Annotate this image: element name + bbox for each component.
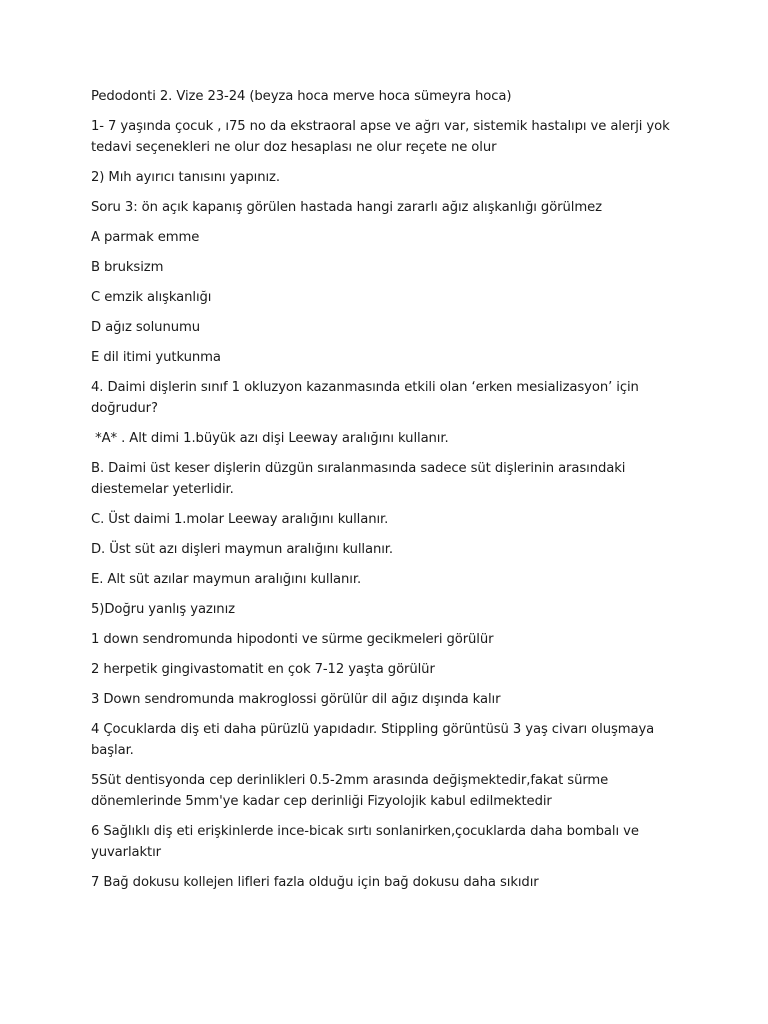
question-5-item-4: 4 Çocuklarda diş eti daha pürüzlü yapıdadır. Stippling görüntüsü 3 yaş civarı oluşmaya başlar. <box>91 722 655 758</box>
question-3-option-d: D ağız solunumu <box>91 320 200 335</box>
question-5-item-7: 7 Bağ dokusu kollejen lifleri fazla olduğu için bağ dokusu daha sıkıdır <box>91 875 539 890</box>
document-body <box>91 86 676 902</box>
question-3-option-a: A parmak emme <box>91 230 200 245</box>
question-5-item-5: 5Süt dentisyonda cep derinlikleri 0.5-2mm arasında değişmektedir,fakat sürme dönemlerinde 5mm'ye kadar cep derinliği Fizyolojik kabul edilmektedir <box>91 773 609 809</box>
question-2: 2) Mıh ayırıcı tanısını yapınız. <box>91 170 280 185</box>
question-4-option-c: C. Üst daimi 1.molar Leeway aralığını kullanır. <box>91 512 389 527</box>
question-5-item-1: 1 down sendromunda hipodonti ve sürme gecikmeleri görülür <box>91 632 494 647</box>
question-5-item-2: 2 herpetik gingivastomatit en çok 7-12 yaşta görülür <box>91 662 435 677</box>
question-4-option-d: D. Üst süt azı dişleri maymun aralığını kullanır. <box>91 542 394 557</box>
question-5-item-6: 6 Sağlıklı diş eti erişkinlerde ince-bicak sırtı sonlanirken,çocuklarda daha bombalı ve yuvarlaktır <box>91 824 639 860</box>
question-5-item-3: 3 Down sendromunda makroglossi görülür dil ağız dışında kalır <box>91 692 501 707</box>
question-5: 5)Doğru yanlış yazınız <box>91 602 235 617</box>
question-3: Soru 3: ön açık kapanış görülen hastada hangi zararlı ağız alışkanlığı görülmez <box>91 200 602 215</box>
question-3-option-e: E dil itimi yutkunma <box>91 350 221 365</box>
question-1: 1- 7 yaşında çocuk , ı75 no da ekstraoral apse ve ağrı var, sistemik hastalıpı ve alerji yok tedavi seçenekleri ne olur doz hesaplası ne olur reçete ne olur <box>91 119 670 155</box>
question-4-option-b: B. Daimi üst keser dişlerin düzgün sıralanmasında sadece süt dişlerinin arasındaki diestemelar yeterlidir. <box>91 461 626 497</box>
question-4: 4. Daimi dişlerin sınıf 1 okluzyon kazanmasında etkili olan ‘erken mesializasyon’ için doğrudur? <box>91 380 639 416</box>
document-title: Pedodonti 2. Vize 23-24 (beyza hoca merve hoca sümeyra hoca) <box>91 89 512 104</box>
question-4-option-a: *A* . Alt dimi 1.büyük azı dişi Leeway aralığını kullanır. <box>91 431 449 446</box>
question-3-option-b: B bruksizm <box>91 260 164 275</box>
question-3-option-c: C emzik alışkanlığı <box>91 290 212 305</box>
question-4-option-e: E. Alt süt azılar maymun aralığını kullanır. <box>91 572 362 587</box>
